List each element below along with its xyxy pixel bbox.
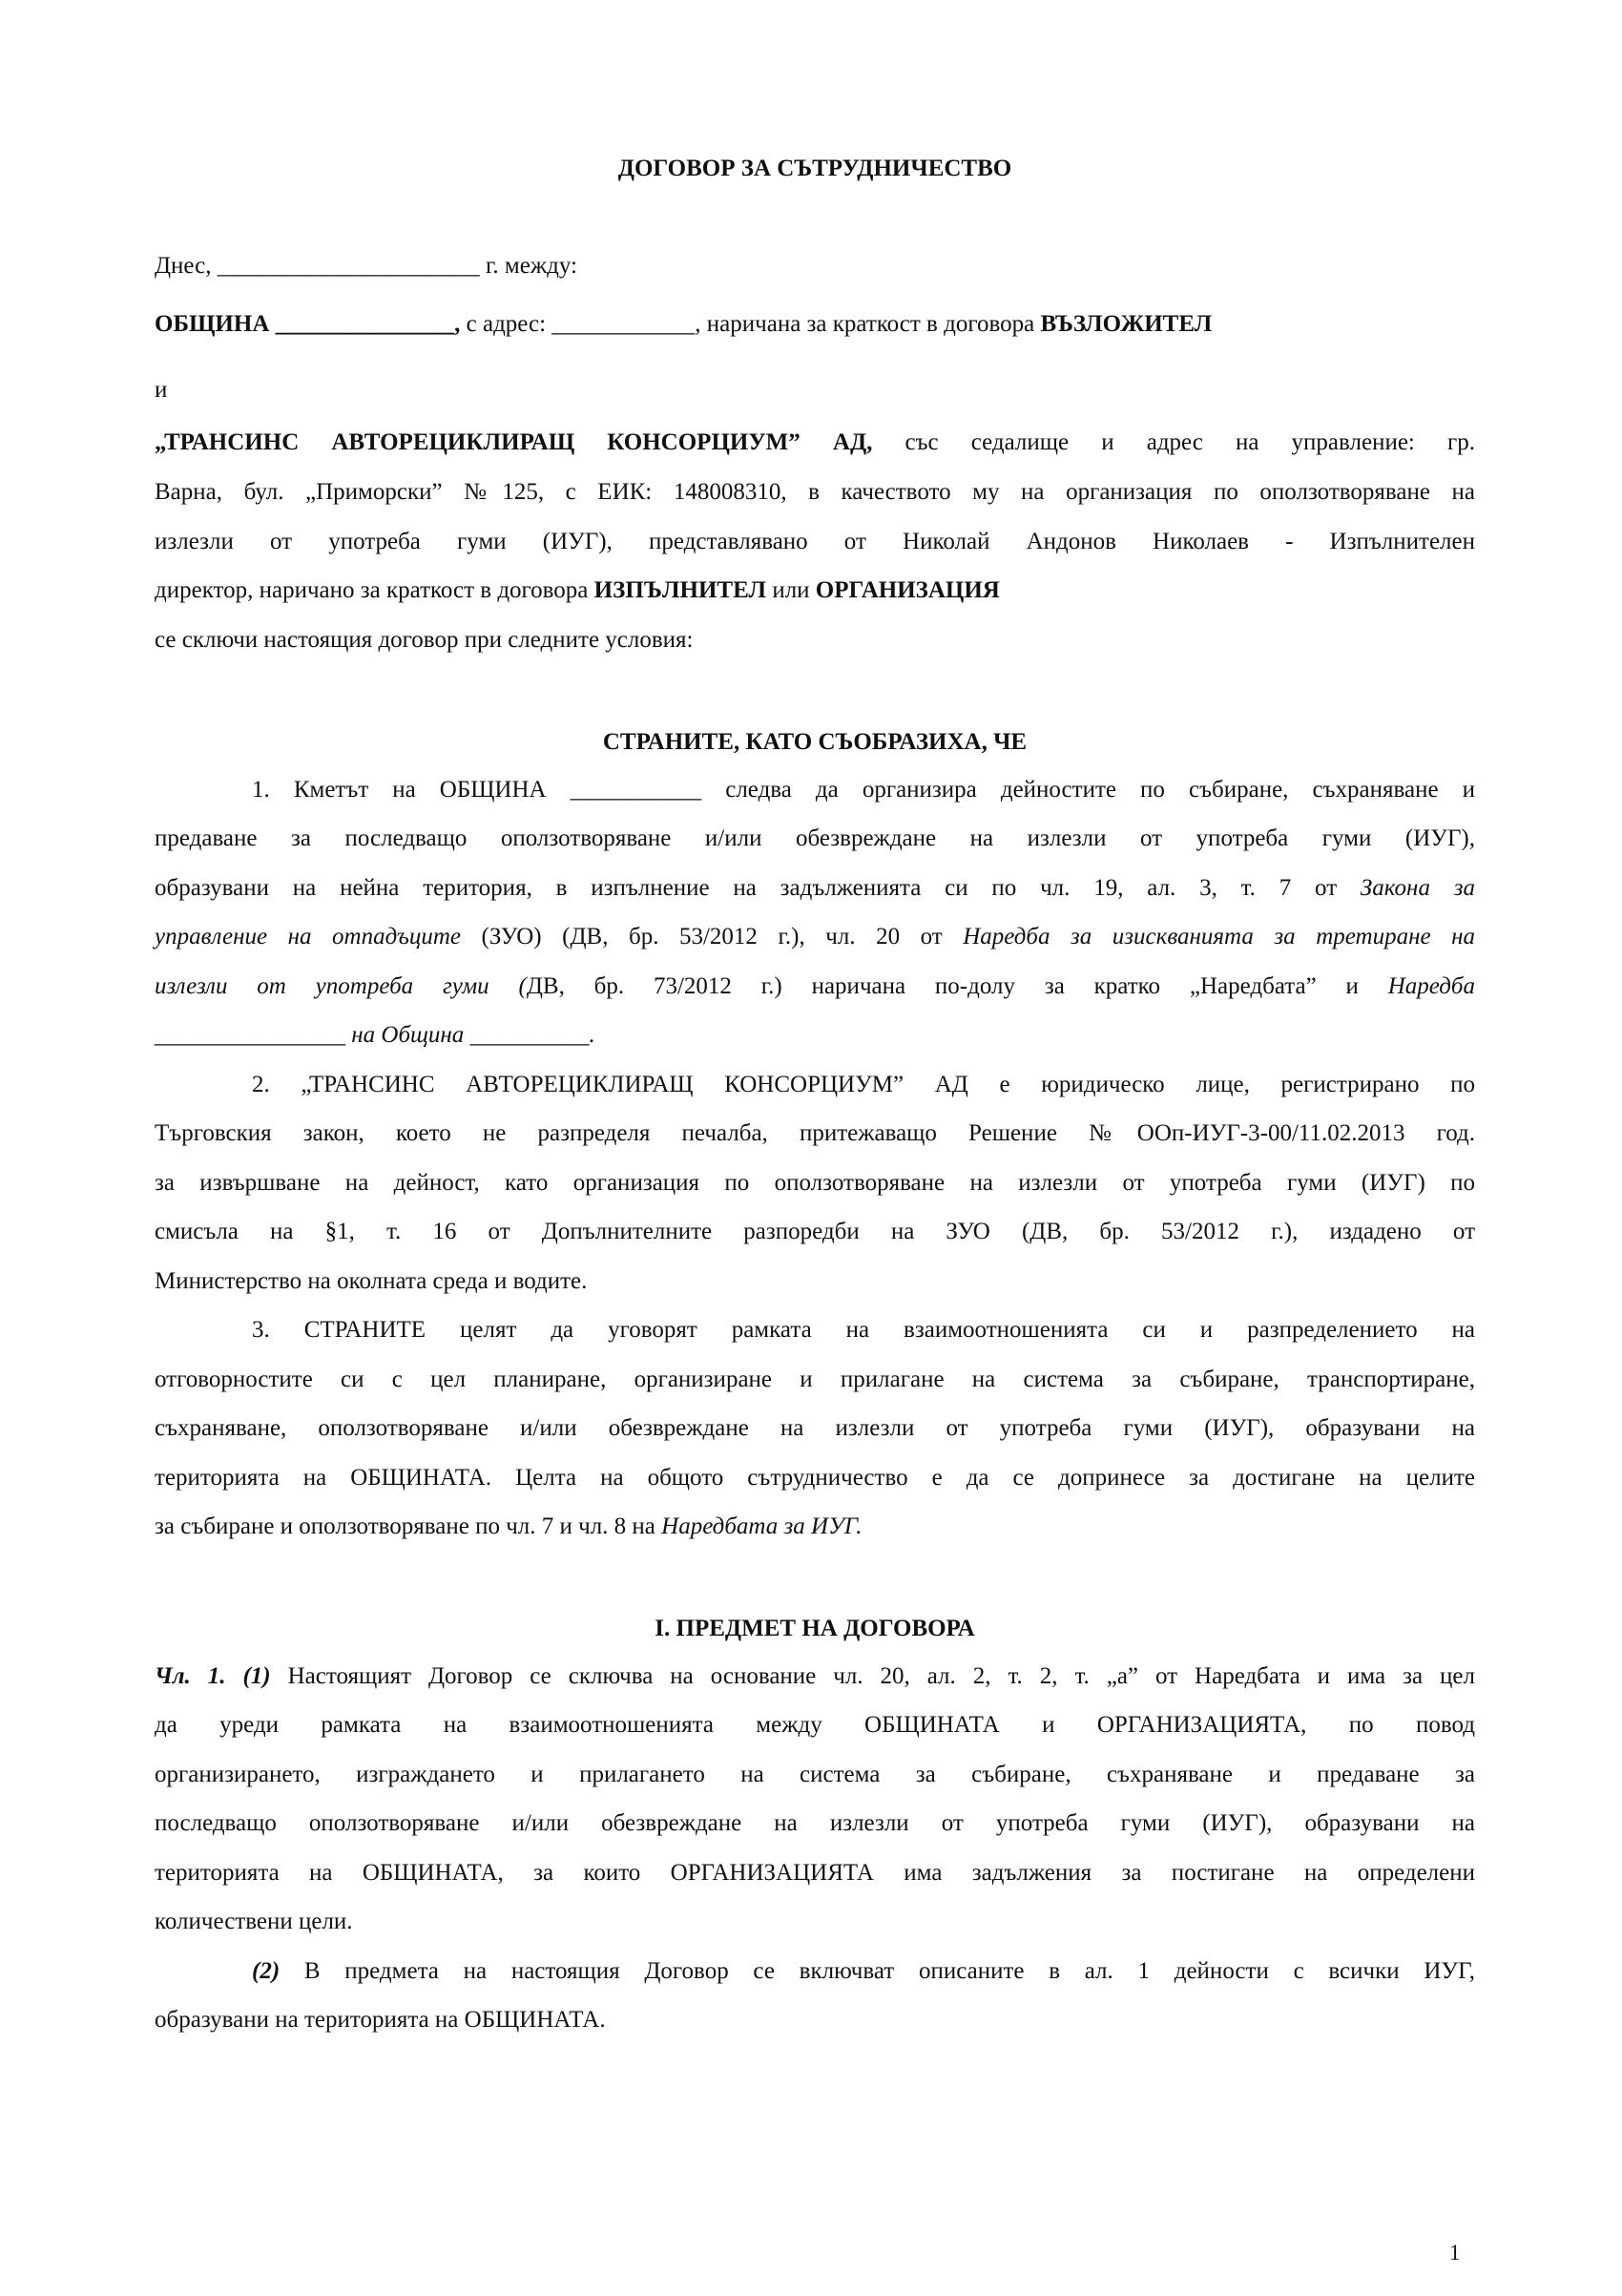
clause3-line-1: 3. СТРАНИТЕ целят да уговорят рамката на взаимоотношенията си и разпределението на xyxy=(252,1317,1475,1343)
party1-role: ВЪЗЛОЖИТЕЛ xyxy=(1040,311,1213,337)
party1-name: ОБЩИНА _______________, xyxy=(155,311,461,337)
clause1-line-2: предаване за последващо оползотворяване и/или обезвреждане на излезли от употреба гуми (ИУГ), xyxy=(155,825,1475,851)
clause2-line-3: за извършване на дейност, като организация по оползотворяване на излезли от употреба гуми (ИУГ) по xyxy=(155,1170,1475,1196)
page-number: 1 xyxy=(1449,2241,1461,2265)
clause3-line-2: отговорностите си с цел планиране, организиране и прилагане на система за събиране, транспортиране, xyxy=(155,1367,1475,1392)
clause1-line-6: ________________ на Община __________. xyxy=(155,1022,595,1048)
party2-role-organization: ОРГАНИЗАЦИЯ xyxy=(815,577,1000,603)
clause2-line-4: смисъла на §1, т. 16 от Допълнителните разпоредби на ЗУО (ДВ, бр. 53/2012 г.), издадено от xyxy=(155,1219,1475,1244)
party2-role-executor: ИЗПЪЛНИТЕЛ xyxy=(593,577,767,603)
clause3-line-3: съхраняване, оползотворяване и/или обезвреждане на излезли от употреба гуми (ИУГ), образувани на xyxy=(155,1415,1475,1441)
article1-para2-text-1: В предмета на настоящия Договор се включват описаните в ал. 1 дейности с всички ИУГ, xyxy=(280,1958,1475,1984)
clause3-regulation-ref: Наредбата за ИУГ. xyxy=(661,1513,863,1539)
clause1-text-3: образувани на нейна територия, в изпълнение на задълженията си по чл. 19, ал. 3, т. 7 от xyxy=(155,875,1361,901)
party2-line-3: излезли от употреба гуми (ИУГ), представлявано от Николай Андонов Николаев - Изпълнителен xyxy=(155,529,1475,554)
concluded-line: се сключи настоящия договор при следните условия: xyxy=(155,627,694,653)
article1-line-3: организирането, изграждането и прилагането на система за събиране, съхраняване и предаване за xyxy=(155,1762,1475,1787)
document-title: ДОГОВОР ЗА СЪТРУДНИЧЕСТВО xyxy=(617,156,1012,181)
article1-line-4: последващо оползотворяване и/или обезвреждане на излезли от употреба гуми (ИУГ), образувани на xyxy=(155,1810,1475,1836)
clause1-regulation-ref-c: Наредба xyxy=(1387,973,1475,999)
clause1-line-4 xyxy=(155,921,1475,953)
party2-name: „ТРАНСИНС АВТОРЕЦИКЛИРАЩ КОНСОРЦИУМ” АД, xyxy=(155,429,873,455)
article1-line-1 xyxy=(155,1660,1475,1693)
clause2-line-5: Министерство на околната среда и водите. xyxy=(155,1268,588,1294)
party2-line-4 xyxy=(155,574,1475,607)
clause1-line-5 xyxy=(155,971,1475,1003)
party1-text: с адрес: ____________, наричана за краткост в договора xyxy=(460,311,1041,337)
clause3-text-5: за събиране и оползотворяване по чл. 7 и чл. 8 на xyxy=(155,1513,662,1539)
article1-text-1: Настоящият Договор се сключва на основание чл. 20, ал. 2, т. 2, т. „а” от Наредбата и има за цел xyxy=(270,1663,1475,1689)
clause1-regulation-ref-a: Наредба за изискванията за третиране на xyxy=(963,924,1476,950)
article1-line-2: да уреди рамката на взаимоотношенията между ОБЩИНАТА и ОРГАНИЗАЦИЯТА, по повод xyxy=(155,1712,1475,1738)
date-line: Днес, ______________________ г. между: xyxy=(155,253,577,279)
party2-text-4b: или xyxy=(766,577,816,603)
clause3-line-5 xyxy=(155,1511,1475,1543)
party1-line xyxy=(155,308,1475,341)
clause1-regulation-ref-b: излезли от употреба гуми ( xyxy=(155,973,527,999)
clause1-law-ref-a: Закона за xyxy=(1360,875,1475,901)
article1-line-6: количествени цели. xyxy=(155,1909,353,1934)
party2-line-2: Варна, бул. „Приморски” №125, с ЕИК: 148008310, в качеството му на организация по оползотворяване на xyxy=(155,479,1475,505)
article1-para2-line-1 xyxy=(155,1955,1475,1988)
article1-label: Чл. 1. (1) xyxy=(155,1663,271,1689)
clause1-text-4: (ЗУО) (ДВ, бр. 53/2012 г.), чл. 20 от xyxy=(461,924,964,950)
party2-text-1: със седалище и адрес на управление: гр. xyxy=(872,429,1475,455)
party2-text-4a: директор, наричано за краткост в договора xyxy=(155,577,594,603)
clause2-line-2: Търговския закон, което не разпределя печалба, притежаващо Решение №ООп-ИУГ-3-00/11.02.2013 год. xyxy=(155,1120,1475,1146)
article1-line-5: територията на ОБЩИНАТА, за които ОРГАНИЗАЦИЯТА има задължения за постигане на определени xyxy=(155,1860,1475,1886)
clause3-line-4: територията на ОБЩИНАТА. Целта на общото сътрудничество е да се допринесе за достигане на целите xyxy=(155,1465,1475,1491)
and-word: и xyxy=(155,377,168,403)
parties-heading: СТРАНИТЕ, КАТО СЪОБРАЗИХА, ЧЕ xyxy=(602,729,1028,755)
clause2-line-1: 2. „ТРАНСИНС АВТОРЕЦИКЛИРАЩ КОНСОРЦИУМ” АД е юридическо лице, регистрирано по xyxy=(252,1072,1475,1097)
subject-heading: I. ПРЕДМЕТ НА ДОГОВОРА xyxy=(655,1616,975,1641)
clause1-law-ref-b: управление на отпадъците xyxy=(155,924,462,950)
clause1-text-5: ДВ, бр. 73/2012 г.) наричана по-долу за кратко „Наредбата” и xyxy=(526,973,1388,999)
article1-para2-label: (2) xyxy=(252,1958,281,1984)
clause1-line-3 xyxy=(155,872,1475,905)
article1-para2-line-2: образувани на територията на ОБЩИНАТА. xyxy=(155,2007,606,2033)
party2-line-1 xyxy=(155,427,1475,459)
clause1-line-1: 1. Кметът на ОБЩИНА ___________ следва да организира дейностите по събиране, съхраняване и xyxy=(252,777,1475,803)
